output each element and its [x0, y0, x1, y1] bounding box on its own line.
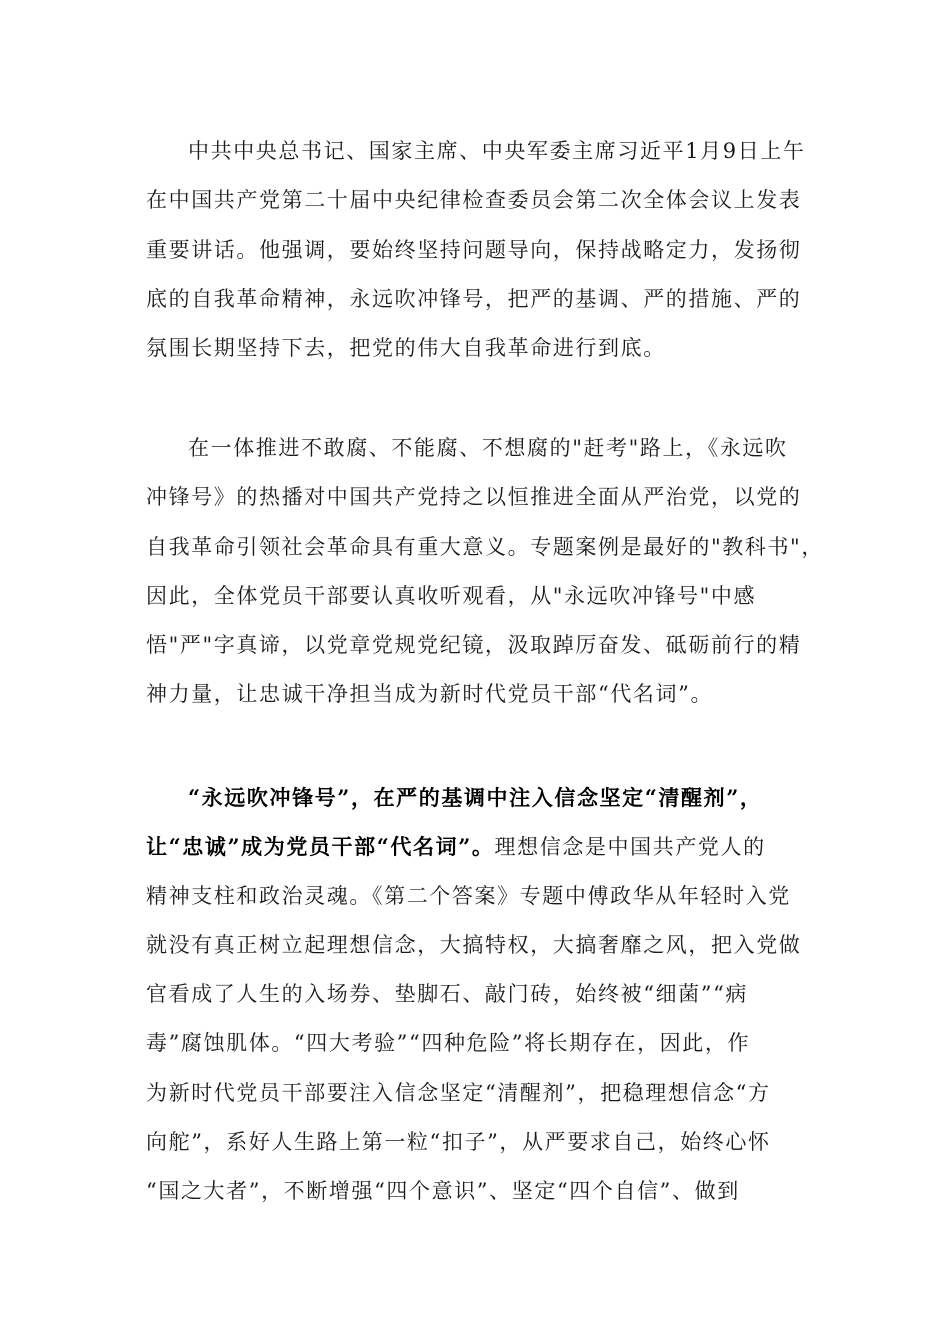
- text-line: 为新时代党员干部要注入信念坚定“清醒剂”，把稳理想信念“方: [146, 1080, 771, 1105]
- text-line: 在一体推进不敢腐、不能腐、不想腐的"赶考"路上，《永远吹: [188, 436, 788, 460]
- text-line: 毒”腐蚀肌体。“四大考验”“四种危险”将长期存在，因此，作: [146, 1031, 751, 1056]
- paragraph-3: [146, 773, 806, 1217]
- text-line: 向舵”，系好人生路上第一粒“扣子”，从严要求自己，始终心怀: [146, 1130, 771, 1155]
- text-run: 理想信念是中国共产党人的: [494, 835, 766, 860]
- text-line: 官看成了人生的入场券、垫脚石、敲门砖，始终被“细菌”“病: [146, 982, 749, 1007]
- text-line: 就没有真正树立起理想信念，大搞特权，大搞奢靡之风，把入党做: [146, 932, 802, 957]
- paragraph-1: [146, 127, 806, 373]
- text-line: 精神支柱和政治灵魂。《第二个答案》专题中傅政华从年轻时入党: [146, 883, 791, 908]
- text-line: 重要讲话。他强调，要始终坚持问题导向，保持战略定力，发扬彻: [146, 237, 802, 262]
- text-line: “国之大者”，不断增强“四个意识”、坚定“四个自信”、做到: [146, 1179, 740, 1204]
- section-heading: “永远吹冲锋号”，在严的基调中注入信念坚定“清醒剂”，: [188, 785, 763, 810]
- text-line: 神力量，让忠诚干净担当成为新时代党员干部“代名词”。: [146, 682, 714, 707]
- text-line: 底的自我革命精神，永远吹冲锋号，把严的基调、严的措施、严的: [146, 286, 802, 311]
- text-line: 中共中央总书记、国家主席、中央军委主席习近平1月9日上午: [188, 139, 806, 163]
- text-line: 在中国共产党第二十届中央纪律检查委员会第二次全体会议上发表: [146, 188, 802, 213]
- text-line: 悟"严"字真谛，以党章党规党纪镜，汲取踔厉奋发、砥砺前行的精: [146, 633, 802, 658]
- section-heading-continued: 让“忠诚”成为党员干部“代名词”。: [146, 834, 495, 860]
- text-line: 因此，全体党员干部要认真收听观看，从"永远吹冲锋号"中感: [146, 583, 757, 608]
- paragraph-2: [146, 424, 824, 720]
- text-line: 冲锋号》的热播对中国共产党持之以恒推进全面从严治党，以党的: [146, 485, 802, 510]
- text-line-mixed: [146, 822, 806, 871]
- text-line: 氛围长期坚持下去，把党的伟大自我革命进行到底。: [146, 336, 666, 361]
- text-line: 自我革命引领社会革命具有重大意义。专题案例是最好的"教科书"，: [146, 534, 824, 559]
